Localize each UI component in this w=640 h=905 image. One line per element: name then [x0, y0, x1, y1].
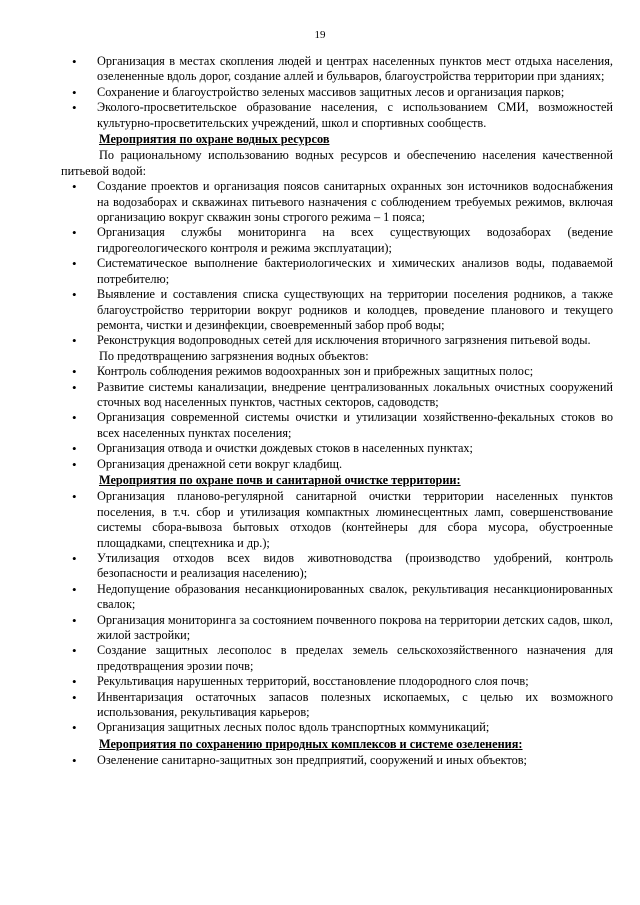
list-item: • Организация современной системы очистки и утилизации хозяйственно-фекальных стоков во всех населенных пунктах поселения; [61, 410, 613, 441]
list-item: • Создание проектов и организация поясов санитарных охранных зон источников водоснабжения на водозаборах и скважинах питьевого назначения с соблюдением требуемых режимов, включая организацию вокруг скважин зоны строгого режима – 1 пояса; [61, 179, 613, 225]
prevention-list [61, 364, 613, 472]
water-section-heading: Мероприятия по охране водных ресурсов [99, 132, 330, 147]
greenery-list [61, 54, 613, 131]
list-item: • Инвентаризация остаточных запасов полезных ископаемых, с целью их возможного использования, рекультивация карьеров; [61, 690, 613, 721]
list-item: • Развитие системы канализации, внедрение централизованных локальных очистных сооружений сточных вод населенных пунктов, частных секторов, садоводств; [61, 380, 613, 411]
list-item: • Недопущение образования несанкционированных свалок, рекультивация несанкционированных свалок; [61, 582, 613, 613]
water-intro: По рациональному использованию водных ресурсов и обеспечению населения качественной питьевой водой: [61, 148, 613, 178]
list-item: • Озеленение санитарно-защитных зон предприятий, сооружений и иных объектов; [61, 753, 613, 768]
soil-section-heading: Мероприятия по охране почв и санитарной очистке территории: [99, 472, 461, 487]
list-item: • Утилизация отходов всех видов животноводства (производство удобрений, контроль безопасности и реализация населению); [61, 551, 613, 582]
list-item: • Выявление и составления списка существующих на территории поселения родников, а также благоустройство территории вокруг родников и колодцев, проведение планового и текущего ремонта, чистки и дезинфекции, своевременный забор проб воды; [61, 287, 613, 333]
list-item: • Реконструкция водопроводных сетей для исключения вторичного загрязнения питьевой воды. [61, 333, 613, 348]
list-item: • Контроль соблюдения режимов водоохранных зон и прибрежных защитных полос; [61, 364, 613, 379]
list-item: • Систематическое выполнение бактериологических и химических анализов воды, подаваемой потребителю; [61, 256, 613, 287]
page-number: 19 [314, 29, 326, 41]
water-list [61, 179, 613, 348]
nature-section-heading: Мероприятия по сохранению природных комплексов и системе озеленения: [99, 736, 523, 751]
list-item: • Организация планово-регулярной санитарной очистки территории населенных пунктов поселения, в т.ч. сбор и утилизация компактных люминесцентных ламп, совершенствование системы сбора-вывоза бытовых отходов (контейнеры для сбора мусора, обустроенные площадками, спецтехника и др.); [61, 489, 613, 551]
list-item: • Создание защитных лесополос в пределах земель сельскохозяйственного назначения для предотвращения эрозии почв; [61, 643, 613, 674]
list-item: • Организация защитных лесных полос вдоль транспортных коммуникаций; [61, 720, 613, 735]
list-item: • Организация в местах скопления людей и центрах населенных пунктов мест отдыха населения, озелененные вдоль дорог, создание аллей и бульваров, благоустройства территории при зданиях; [61, 54, 613, 85]
soil-list [61, 489, 613, 736]
list-item: • Организация службы мониторинга на всех существующих водозаборах (ведение гидрогеологического контроля и режима эксплуатации); [61, 225, 613, 256]
nature-list [61, 753, 613, 768]
list-item: • Эколого-просветительское образование населения, с использованием СМИ, возможностей культурно-просветительских учреждений, школ и спортивных сообществ. [61, 100, 613, 131]
list-item: • Организация мониторинга за состоянием почвенного покрова на территории детских садов, школ, жилой застройки; [61, 613, 613, 644]
list-item: • Организация дренажной сети вокруг кладбищ. [61, 457, 613, 472]
page-content [61, 54, 613, 769]
list-item: • Сохранение и благоустройство зеленых массивов защитных лесов и организация парков; [61, 85, 613, 100]
list-item: • Организация отвода и очистки дождевых стоков в населенных пунктах; [61, 441, 613, 456]
prevention-intro: По предотвращению загрязнения водных объектов: [99, 348, 369, 363]
list-item: • Рекультивация нарушенных территорий, восстановление плодородного слоя почв; [61, 674, 613, 689]
